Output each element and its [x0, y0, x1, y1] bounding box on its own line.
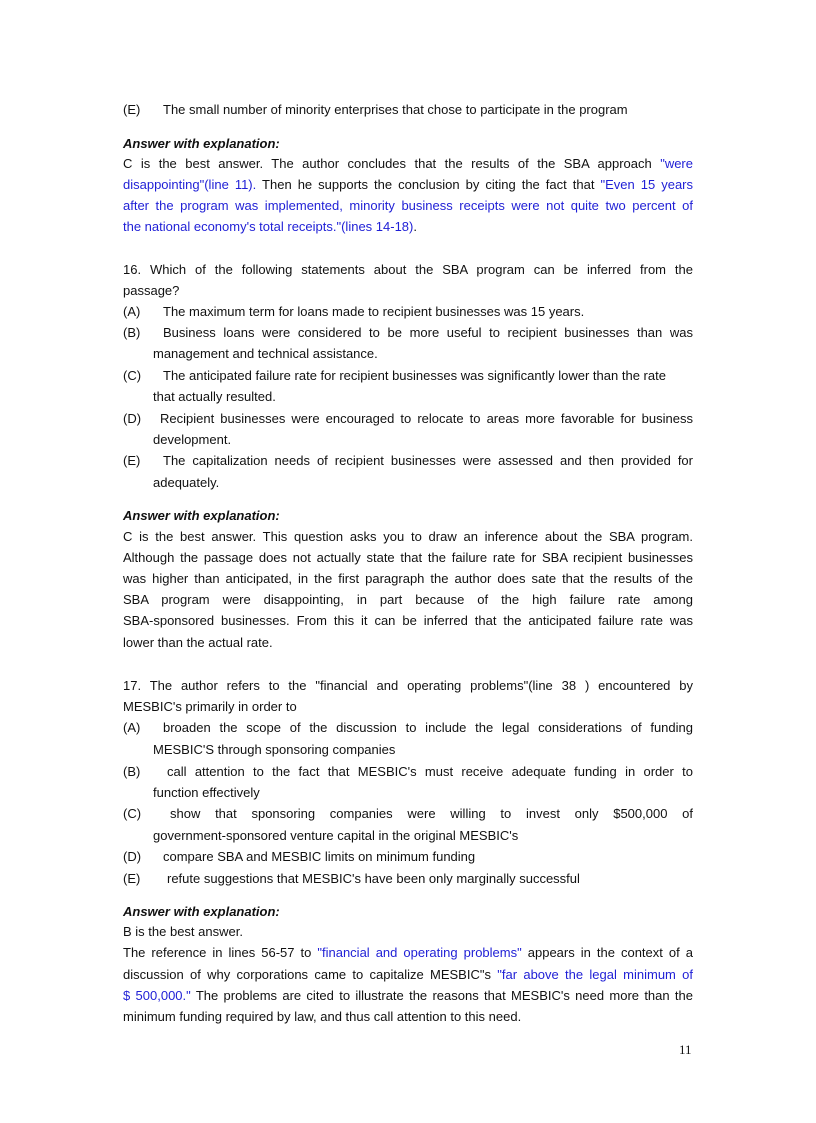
q16-explanation-line: Although the passage does not actually state that the failure rate for SBA recipient businesses	[123, 550, 693, 565]
q16-explanation-line: was higher than anticipated, in the first paragraph the author does sate that the results of the	[123, 571, 693, 586]
option-label: (E)	[123, 453, 141, 468]
option-label: (B)	[123, 325, 141, 340]
q16-stem-line: 16. Which of the following statements about the SBA program can be inferred from the	[123, 262, 693, 277]
q15-explanation-line: disappointing"(line 11). Then he supports the conclusion by citing the fact that "Even 15 years	[123, 177, 693, 192]
q15-explanation-line: after the program was implemented, minority business receipts were not quite two percent of	[123, 198, 693, 213]
option-text-continued: government-sponsored venture capital in the original MESBIC's	[153, 828, 519, 843]
q16-stem-line: passage?	[123, 283, 180, 298]
option-label: (D)	[123, 411, 142, 426]
quote-highlight: the national economy's total receipts."(lines 14-18)	[123, 219, 414, 234]
quote-highlight: "were	[660, 156, 693, 171]
option-text: compare SBA and MESBIC limits on minimum funding	[163, 849, 476, 864]
q17-explanation-line: B is the best answer.	[123, 924, 243, 939]
q17-stem-line: MESBIC's primarily in order to	[123, 699, 297, 714]
q17-explanation-line: minimum funding required by law, and thus call attention to this need.	[123, 1009, 522, 1024]
option-text-continued: function effectively	[153, 785, 260, 800]
option-text: The maximum term for loans made to recipient businesses was 15 years.	[163, 304, 585, 319]
option-label: (B)	[123, 764, 141, 779]
option-label: (C)	[123, 806, 142, 821]
quote-highlight: $ 500,000."	[123, 988, 191, 1003]
q16-explanation-line: SBA-sponsored businesses. From this it can be inferred that the anticipated failure rate was	[123, 613, 693, 628]
q15-answer-heading: Answer with explanation:	[123, 136, 280, 151]
q16-explanation-line: C is the best answer. This question asks you to draw an inference about the SBA program.	[123, 529, 693, 544]
page-number: 11	[679, 1042, 692, 1057]
option-text-continued: management and technical assistance.	[153, 346, 378, 361]
option-text-continued: development.	[153, 432, 232, 447]
option-text-continued: adequately.	[153, 475, 220, 490]
option-text: Recipient businesses were encouraged to relocate to areas more favorable for business	[160, 411, 693, 426]
option-text: The small number of minority enterprises that chose to participate in the program	[163, 102, 628, 117]
option-text: broaden the scope of the discussion to include the legal considerations of funding	[163, 720, 693, 735]
option-text: refute suggestions that MESBIC's have been only marginally successful	[167, 871, 580, 886]
q17-explanation-line: discussion of why corporations came to capitalize MESBIC"s "far above the legal minimum of	[123, 967, 693, 982]
option-label: (C)	[123, 368, 142, 383]
option-text-continued: MESBIC'S through sponsoring companies	[153, 742, 396, 757]
option-label: (A)	[123, 304, 141, 319]
option-text: call attention to the fact that MESBIC's must receive adequate funding in order to	[167, 764, 693, 779]
q16-explanation-line: SBA program were disappointing, in part because of the high failure rate among	[123, 592, 693, 607]
q16-explanation-line: lower than the actual rate.	[123, 635, 273, 650]
option-text: The anticipated failure rate for recipient businesses was significantly lower than the rate	[163, 368, 666, 383]
option-text: The capitalization needs of recipient businesses were assessed and then provided for	[163, 453, 693, 468]
option-text-continued: that actually resulted.	[153, 389, 276, 404]
quote-highlight: "far above the legal minimum of	[497, 967, 693, 982]
option-text: show that sponsoring companies were willing to invest only $500,000 of	[170, 806, 693, 821]
option-label: (E)	[123, 102, 141, 117]
q16-answer-heading: Answer with explanation:	[123, 508, 280, 523]
q15-explanation-line: C is the best answer. The author concludes that the results of the SBA approach "were	[123, 156, 693, 171]
option-label: (E)	[123, 871, 141, 886]
q17-stem-line: 17. The author refers to the "financial and operating problems"(line 38 ) encountered by	[123, 678, 693, 693]
option-text: Business loans were considered to be more useful to recipient businesses than was	[163, 325, 693, 340]
q15-explanation-line: the national economy's total receipts."(lines 14-18).	[123, 219, 417, 234]
quote-highlight: "Even 15 years	[600, 177, 693, 192]
quote-highlight: disappointing"(line 11).	[123, 177, 257, 192]
q17-explanation-line: $ 500,000." The problems are cited to illustrate the reasons that MESBIC's need more than the	[123, 988, 694, 1003]
q17-explanation-line: The reference in lines 56-57 to "financial and operating problems" appears in the context of a	[123, 945, 693, 960]
quote-highlight: "financial and operating problems"	[317, 945, 522, 960]
option-label: (D)	[123, 849, 142, 864]
q17-answer-heading: Answer with explanation:	[123, 904, 280, 919]
option-label: (A)	[123, 720, 141, 735]
